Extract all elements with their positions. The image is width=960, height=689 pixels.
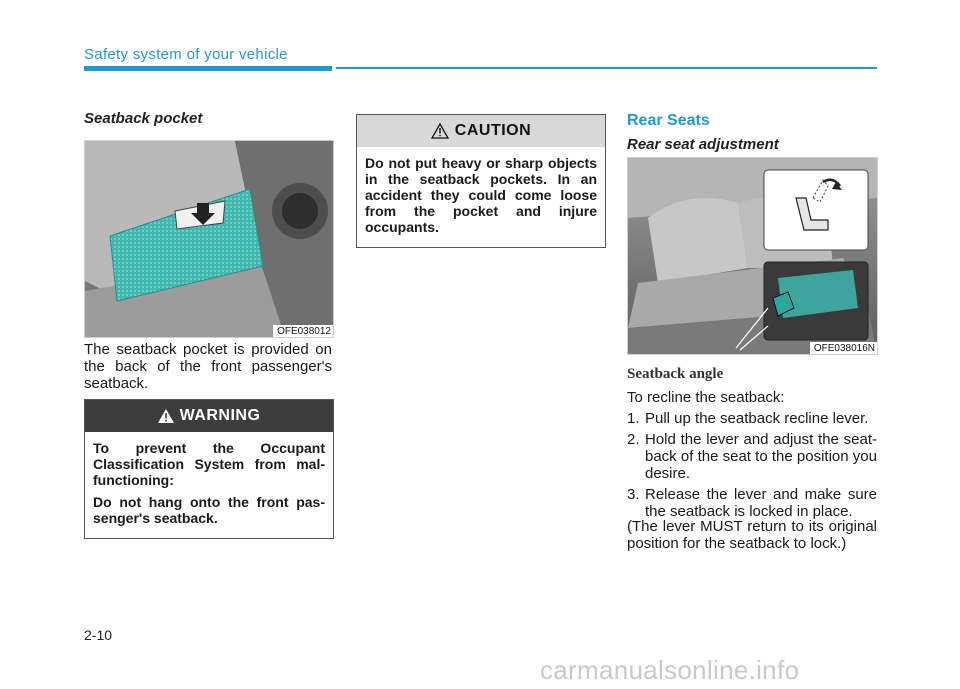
caution-text: Do not put heavy or sharp objects in the seatback pockets. In an accident they could come loose from the pocket and injure occupants. [365, 155, 597, 235]
caution-heading: CAUTION [454, 122, 532, 139]
photo-code: OFE038016N [810, 342, 877, 354]
rear-seat-photo [627, 157, 878, 355]
watermark: carmanualsonline.info [540, 655, 800, 685]
page-number: 2-10 [84, 627, 113, 643]
recline-steps [627, 410, 877, 524]
list-item: 1. Pull up the seatback recline lever. [627, 410, 869, 427]
seatback-angle-heading: Seatback angle [627, 366, 724, 382]
section-title: Safety system of your vehicle [84, 46, 288, 63]
header-accent-bar [84, 66, 332, 71]
seatback-pocket-illustration [85, 141, 333, 337]
photo-code: OFE038012 [273, 325, 333, 337]
seatback-pocket-subtitle: Seatback pocket [84, 110, 203, 127]
warning-box [84, 399, 334, 539]
header-rule [336, 67, 877, 69]
list-item: 2. Hold the lever and adjust the seat-back of the seat to the position you desire. [627, 431, 877, 482]
rear-seat-adjustment-subtitle: Rear seat adjustment [627, 136, 779, 153]
warning-text-1: To prevent the Occupant Classification System from mal-functioning: [93, 440, 325, 488]
lever-note: (The lever MUST return to its original position for the seatback to lock.) [627, 518, 877, 552]
caution-triangle-icon [431, 123, 449, 139]
warning-heading: WARNING [179, 407, 261, 424]
caution-header [357, 115, 605, 147]
warning-header [85, 400, 333, 432]
warning-text-2: Do not hang onto the front pas-senger's seatback. [93, 494, 325, 526]
list-item: 3. Release the lever and make sure the seatback is locked in place. [627, 486, 877, 520]
rear-seat-illustration [628, 158, 877, 354]
seatback-pocket-photo [84, 140, 334, 338]
seatback-pocket-body: The seatback pocket is provided on the back of the front passenger's seatback. [84, 341, 332, 392]
warning-triangle-icon [158, 409, 174, 423]
rear-seats-title: Rear Seats [627, 112, 710, 129]
caution-box [356, 114, 606, 248]
recline-intro: To recline the seatback: [627, 389, 785, 406]
